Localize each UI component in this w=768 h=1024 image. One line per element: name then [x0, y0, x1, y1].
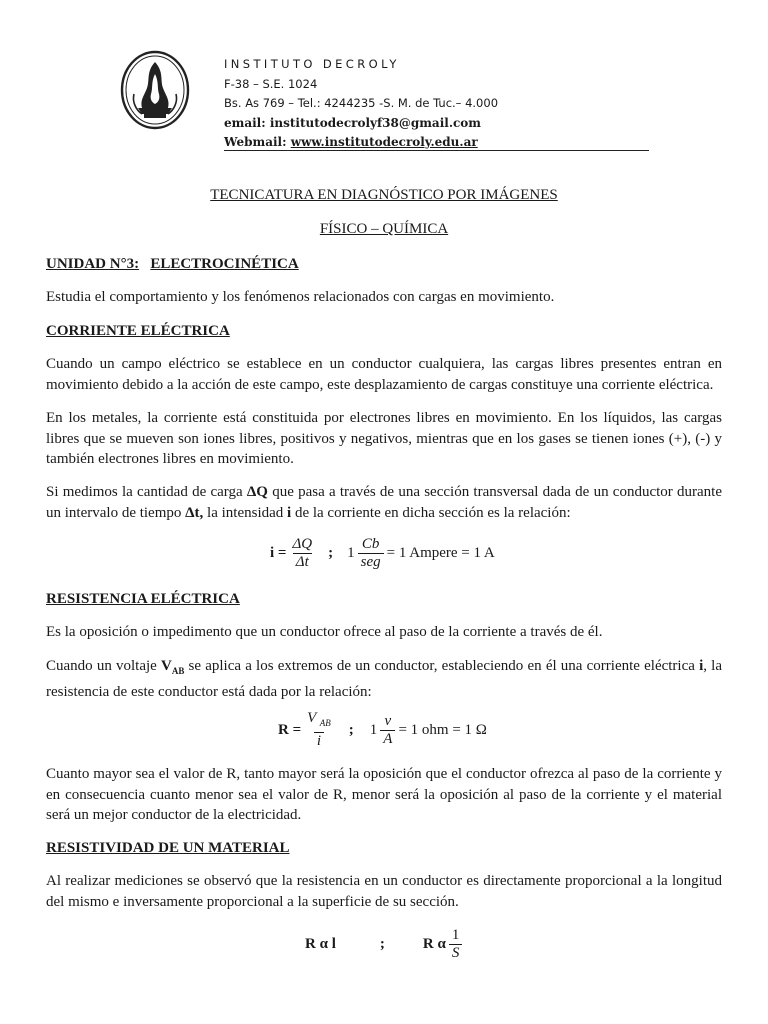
webmail-link[interactable]: www.institutodecroly.edu.ar	[290, 135, 478, 149]
institute-address: Bs. As 769 – Tel.: 4244235 -S. M. de Tuc.– 4.000	[224, 96, 499, 110]
numerator-letter: V	[307, 710, 317, 726]
corriente-paragraph-2: En los metales, la corriente está constituida por electrones libres en movimiento. En los líquidos, las cargas libres que se mueven son iones libres, positivos y negativos, mientras que en los gases se tienen iones (+), (-) y también electrones libres en movimiento.	[46, 410, 722, 467]
institute-code: F-38 – S.E. 1024	[224, 76, 318, 91]
unit-coefficient: 1	[347, 545, 355, 561]
corriente-paragraph-3	[46, 482, 722, 523]
resistencia-paragraph-1: Es la oposición o impedimento que un conductor ofrece al paso de la corriente a través de él.	[46, 624, 603, 640]
course-title: TECNICATURA EN DIAGNÓSTICO POR IMÁGENES	[210, 187, 558, 203]
fraction-numerator: 1	[451, 927, 460, 943]
institute-logo-icon	[120, 50, 190, 130]
text-run: la intensidad	[203, 504, 288, 521]
institute-header	[224, 55, 649, 153]
fraction-numerator: ΔQ	[292, 536, 313, 552]
header-divider	[224, 150, 649, 151]
fraction-denominator: seg	[358, 553, 384, 571]
fraction-numerator	[304, 710, 334, 732]
resistencia-paragraph-3: Cuanto mayor sea el valor de R, tanto mayor será la oposición que el conductor ofrezca al paso de la corriente y en consecuencia cuanto menor sea el valor de R, menor será la oposición al paso de la corriente y el material será un mejor conductor de la electricidad.	[46, 766, 722, 823]
resistance-formula	[278, 710, 487, 750]
formula-separator: ;	[348, 721, 354, 738]
text-run: , la resistencia de este conductor está dada por la relación:	[46, 658, 722, 700]
fraction-denominator: S	[449, 944, 463, 962]
formula-separator: ;	[379, 936, 385, 952]
fraction-numerator: Cb	[361, 536, 380, 552]
voltage-subscript: AB	[171, 666, 185, 676]
fraction-denominator: A	[380, 730, 395, 748]
unit-label: UNIDAD N°3:	[46, 256, 140, 272]
institute-email: email: institutodecrolyf38@gmail.com	[224, 115, 482, 130]
numerator-subscript: AB	[319, 718, 331, 728]
section-heading-corriente: CORRIENTE ELÉCTRICA	[46, 323, 230, 339]
corriente-paragraph-1: Cuando un campo eléctrico se establece en un conductor cualquiera, las cargas libres presentes entran en movimiento debido a la acción de este campo, este desplazamiento de cargas constituye una corriente eléctrica.	[46, 356, 722, 393]
section-heading-resistencia: RESISTENCIA ELÉCTRICA	[46, 591, 240, 607]
resistencia-paragraph-2	[46, 656, 722, 702]
text-run: de la corriente en dicha sección es la relación:	[291, 504, 571, 521]
unit-coefficient: 1	[369, 721, 378, 738]
fraction-numerator: v	[384, 712, 392, 729]
charge-over-time-fraction	[289, 536, 315, 571]
text-run: que pasa a través de una sección transversal dada de un conductor durante un intervalo de tiempo	[46, 484, 723, 521]
section-heading-resistividad: RESISTIVIDAD DE UN MATERIAL	[46, 840, 290, 856]
voltage-symbol	[161, 658, 184, 674]
text-run: Si medimos la cantidad de carga	[46, 484, 247, 500]
inverse-area-fraction	[449, 927, 463, 962]
subject-title: FÍSICO – QUÍMICA	[319, 221, 449, 237]
text-run: Cuando un voltaje	[46, 658, 162, 674]
unit-fraction	[358, 536, 384, 571]
unit-name: ELECTROCINÉTICA	[150, 256, 299, 272]
intensity-symbol: i	[699, 658, 704, 674]
delta-t-symbol: Δt,	[185, 504, 204, 521]
delta-q-symbol: ΔQ	[246, 484, 268, 500]
current-formula	[270, 536, 495, 571]
formula-result: = 1 ohm = 1 Ω	[398, 721, 487, 738]
formula-lhs: R =	[278, 721, 302, 738]
fraction-denominator: i	[314, 732, 324, 750]
formula-lhs: i =	[270, 545, 287, 561]
formula-separator: ;	[328, 545, 334, 561]
formula-result: = 1 Ampere = 1 A	[386, 545, 495, 561]
voltage-over-current-fraction	[304, 710, 334, 750]
intensity-symbol: i	[287, 504, 292, 521]
intro-paragraph: Estudia el comportamiento y los fenómenos relacionados con cargas en movimiento.	[46, 289, 555, 305]
voltage-letter: V	[161, 658, 172, 674]
area-proportionality: R α	[422, 936, 446, 952]
unit-fraction	[380, 713, 395, 748]
proportionality-formula	[305, 927, 465, 962]
unit-heading	[46, 254, 722, 275]
text-run: se aplica a los extremos de un conductor, estableciendo en él una corriente eléctrica	[184, 658, 700, 674]
webmail-label: Webmail:	[224, 135, 291, 149]
resistividad-paragraph-1: Al realizar mediciones se observó que la resistencia en un conductor es directamente proporcional a la longitud del mismo e inversamente proporcional a la superficie de su sección.	[46, 873, 722, 910]
length-proportionality: R α l	[305, 936, 336, 952]
fraction-denominator: Δt	[293, 553, 312, 571]
institute-name: INSTITUTO DECROLY	[224, 57, 400, 71]
